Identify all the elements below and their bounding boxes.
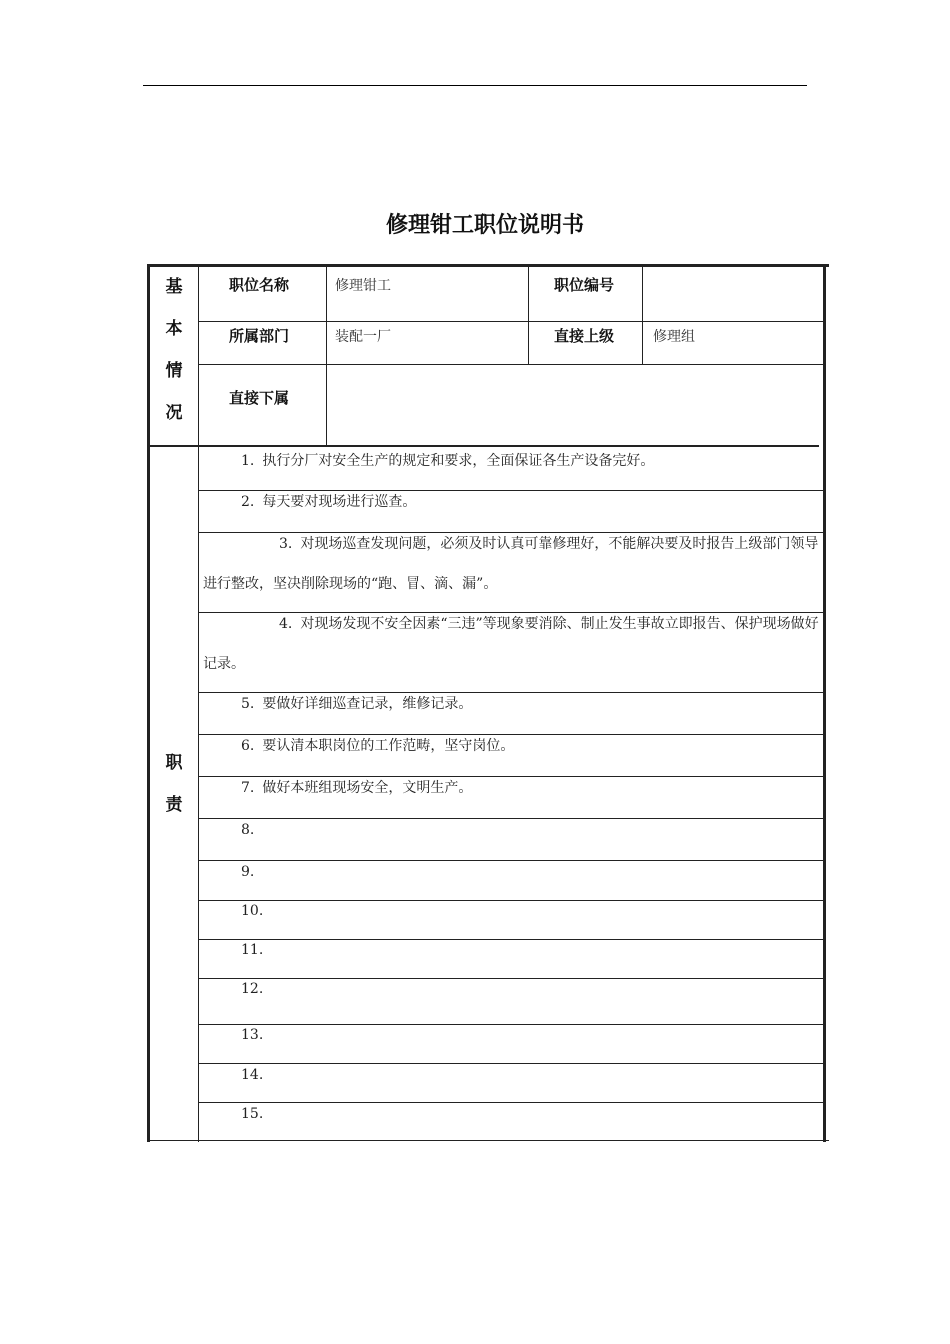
- grid-line: [198, 364, 824, 365]
- grid-line: [198, 321, 824, 322]
- section-divider: [198, 264, 199, 1142]
- grid-line: [326, 364, 327, 446]
- position-name-label: 职位名称: [229, 276, 290, 294]
- department-label: 所属部门: [229, 327, 290, 345]
- table-border-right: [823, 264, 826, 1142]
- department-value: 装配一厂: [335, 329, 391, 345]
- table-border-top: [147, 264, 829, 267]
- duty-item: 13.: [241, 1027, 264, 1043]
- duty-item: 5. 要做好详细巡查记录，维修记录。: [241, 696, 473, 712]
- duty-item: 6. 要认清本职岗位的工作范畴，坚守岗位。: [241, 738, 515, 754]
- supervisor-label: 直接上级: [554, 327, 615, 345]
- document-title: 修理钳工职位说明书: [385, 213, 584, 238]
- duty-item: 2. 每天要对现场进行巡查。: [241, 494, 417, 510]
- duty-item: 10.: [241, 903, 264, 919]
- duty-item: 4. 对现场发现不安全因素“三违”等现象要消除、制止发生事故立即报告、保护现场做好记录。: [203, 616, 819, 672]
- duty-item: 15.: [241, 1106, 264, 1122]
- grid-line: [528, 264, 529, 364]
- duty-item: 12.: [241, 981, 264, 997]
- duty-item: 7. 做好本班组现场安全，文明生产。: [241, 780, 473, 796]
- duty-item: 9.: [241, 864, 255, 880]
- position-name-value: 修理钳工: [335, 278, 391, 294]
- duty-item: 11.: [241, 942, 264, 958]
- duty-item: 1. 执行分厂对安全生产的规定和要求，全面保证各生产设备完好。: [241, 453, 655, 469]
- supervisor-value: 修理组: [653, 329, 695, 345]
- job-description-table: [147, 264, 829, 1142]
- grid-line: [326, 264, 327, 364]
- duty-item: 8.: [241, 822, 255, 838]
- position-code-label: 职位编号: [554, 276, 615, 294]
- grid-line: [642, 264, 643, 364]
- duty-item: 14.: [241, 1067, 264, 1083]
- duty-item: 3. 对现场巡查发现问题，必须及时认真可靠修理好，不能解决要及时报告上级部门领导进行整改，坚决削除现场的“跑、冒、滴、漏”。: [203, 536, 819, 592]
- duties-heading: 职 责: [165, 753, 183, 815]
- header-rule: [143, 85, 807, 86]
- basic-info-heading: 基 本 情 况: [165, 277, 183, 423]
- table-border-bottom: [147, 1140, 829, 1141]
- subordinates-label: 直接下属: [229, 389, 290, 407]
